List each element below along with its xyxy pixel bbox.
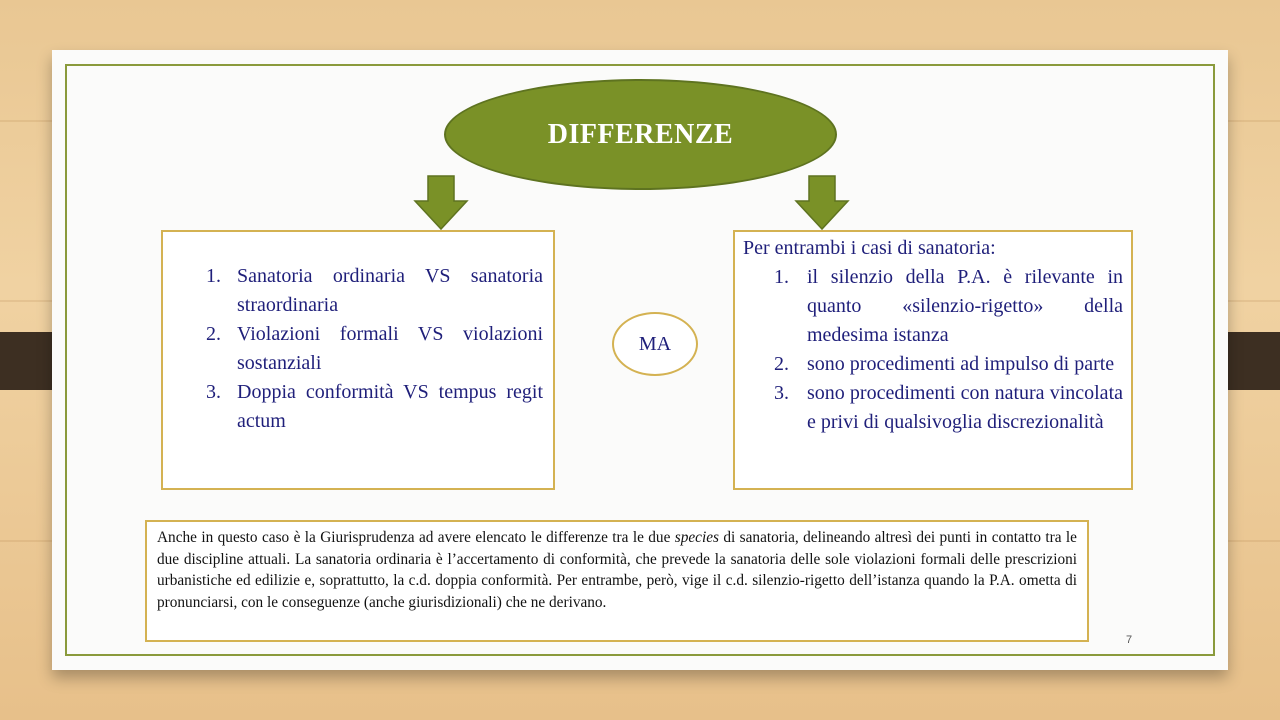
common-points-box [733,230,1133,490]
list-item: 2. sono procedimenti ad impulso di parte [743,350,1123,379]
differences-list [163,262,543,436]
connector-circle [612,312,698,376]
list-item: 3. sono procedimenti con natura vincolata e privi di qualsivoglia discrezionalità [743,379,1123,437]
connector-label: MA [638,332,672,355]
common-points-heading: Per entrambi i casi di sanatoria: [743,237,996,259]
list-item-text: Violazioni formali VS violazioni sostanziali [237,323,543,374]
list-item: 2. Violazioni formali VS violazioni sostanziali [163,320,543,378]
slide-title: DIFFERENZE [547,118,734,150]
list-item-text: sono procedimenti ad impulso di parte [807,353,1115,375]
list-item-text: Doppia conformità VS tempus regit actum [237,381,543,432]
list-item: 3. Doppia conformità VS tempus regit actum [163,378,543,436]
list-item-text: sono procedimenti con natura vincolata e privi di qualsivoglia discrezionalità [807,382,1123,433]
list-item-text: il silenzio della P.A. è rilevante in quanto «silenzio-rigetto» della medesima istanza [807,266,1123,346]
list-item: 1. Sanatoria ordinaria VS sanatoria straordinaria [163,262,543,320]
list-item: 1. il silenzio della P.A. è rilevante in quanto «silenzio-rigetto» della medesima istanza [743,263,1123,350]
differences-box [161,230,555,490]
list-item-text: Sanatoria ordinaria VS sanatoria straordinaria [237,265,543,316]
down-arrow-right-icon [794,175,850,231]
explanation-note: Anche in questo caso è la Giurisprudenza ad avere elencato le differenze tra le due species di sanatoria, delineando altresì dei punti in contatto tra le due discipline attuali. La sanatoria ordinaria è l’accertamento di conformità, che prevede la sanatoria delle sole violazioni formali delle prescrizioni urbanistiche ed edilizie e, soprattutto, la c.d. doppia conformità. Per entrambe, però, vige il c.d. silenzio-rigetto dell’istanza quando la P.A. ometta di pronunciarsi, con le conseguenze (anche giurisdizionali) che ne derivano. [145,520,1089,642]
down-arrow-left-icon [413,175,469,231]
common-points-list [743,263,1123,437]
page-number: 7 [1126,634,1133,646]
title-ellipse [444,79,837,190]
note-emphasis: species [674,529,719,546]
